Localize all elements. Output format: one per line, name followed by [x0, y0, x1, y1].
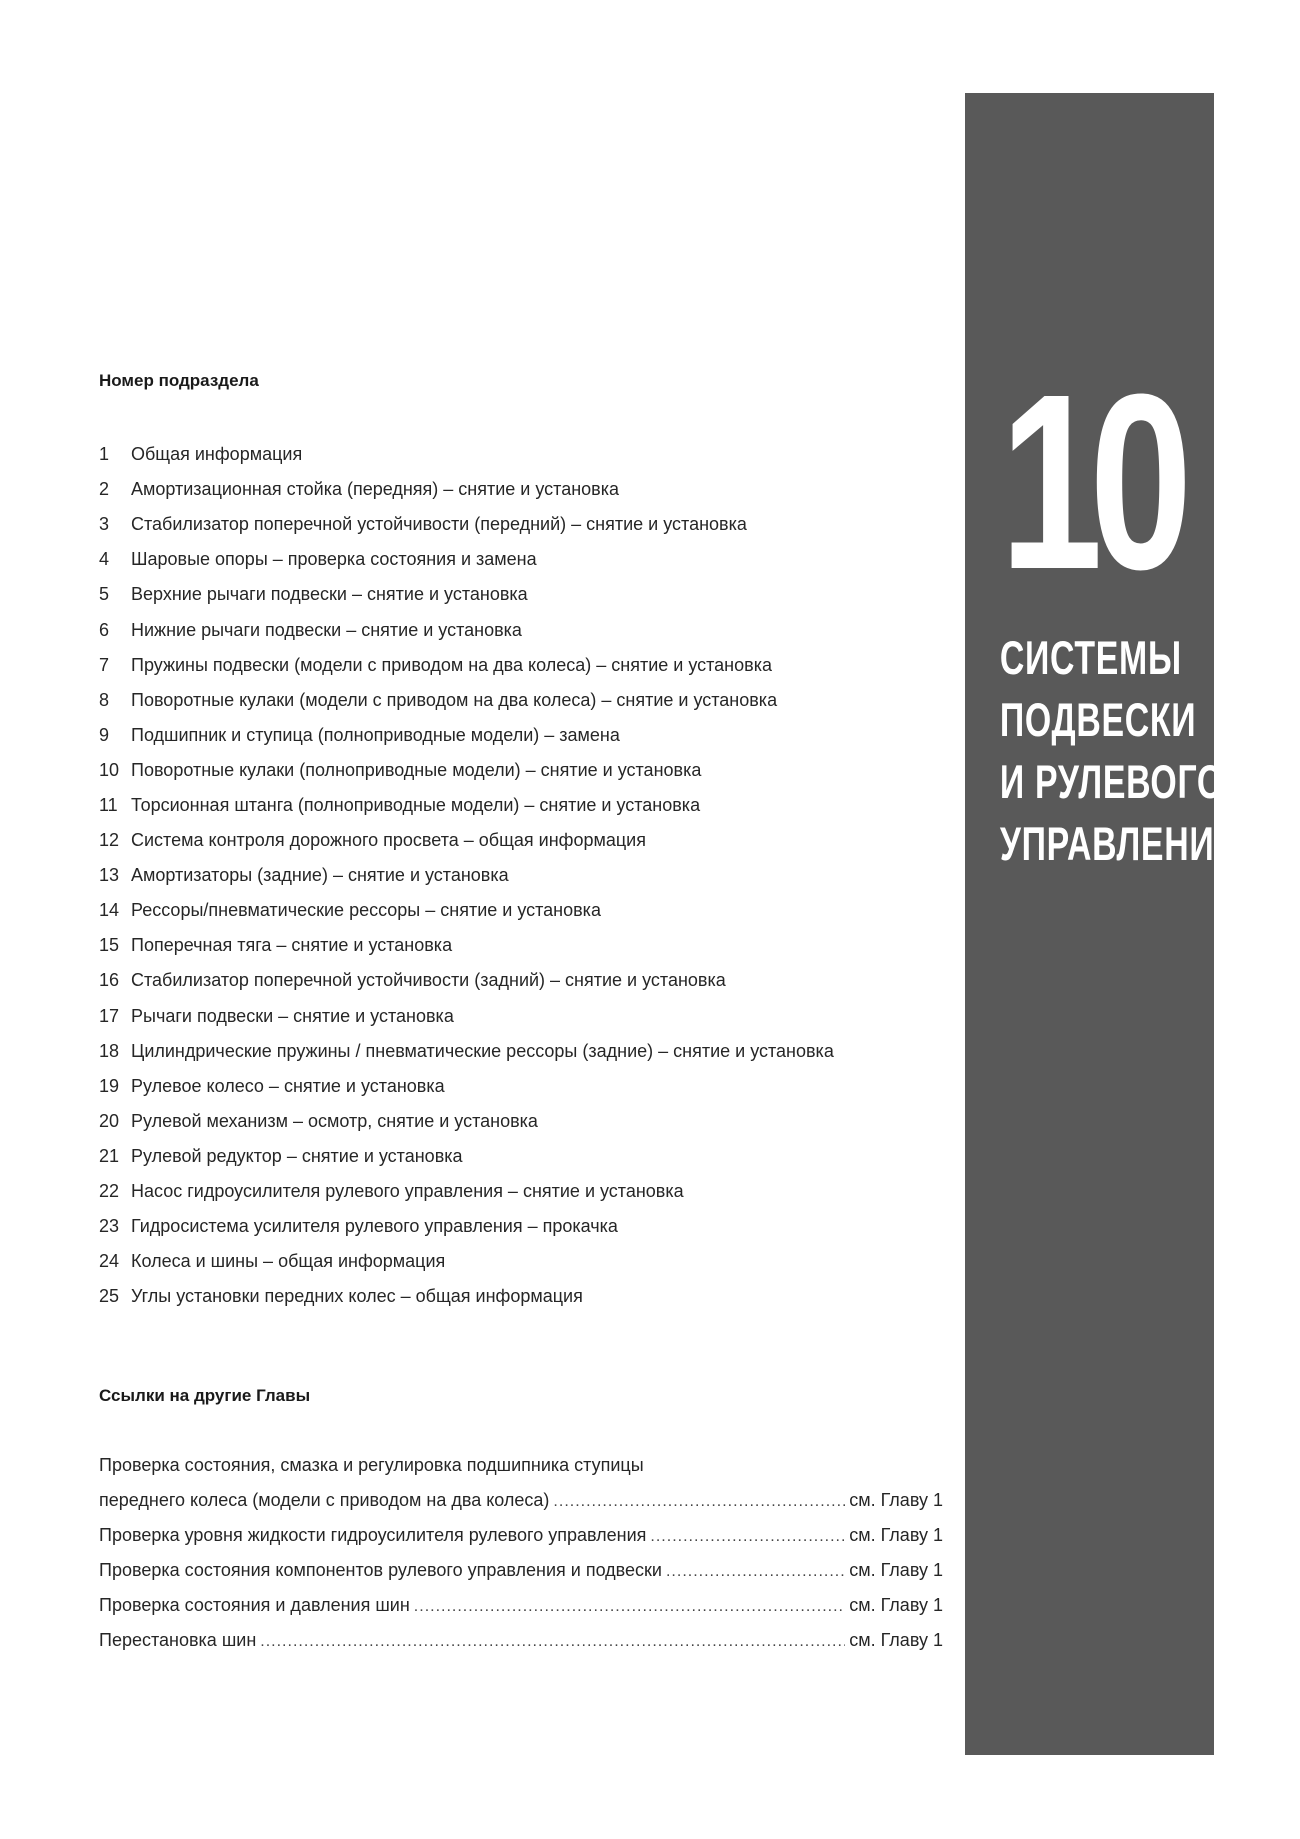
chapter-title-line: СИСТЕМЫ	[999, 631, 1182, 684]
subsection-item[interactable]	[99, 963, 939, 998]
subsection-title: Поворотные кулаки (модели с приводом на два колеса) – снятие и установка	[131, 689, 778, 710]
subsection-item[interactable]	[99, 1209, 939, 1244]
subsection-number: 13	[99, 865, 120, 886]
subsection-item[interactable]	[99, 1069, 939, 1104]
reference-text: Перестановка шин	[99, 1630, 257, 1650]
subsection-item[interactable]	[99, 683, 939, 718]
reference-row[interactable]	[99, 1483, 943, 1518]
subsection-item[interactable]	[99, 753, 939, 788]
subsection-title: Шаровые опоры – проверка состояния и замена	[131, 549, 537, 570]
subsection-title: Рессоры/пневматические рессоры – снятие и установка	[131, 900, 601, 921]
subsection-title: Пружины подвески (модели с приводом на два колеса) – снятие и установка	[131, 654, 772, 675]
subsection-title: Рулевое колесо – снятие и установка	[131, 1075, 445, 1096]
dot-leader	[650, 1527, 845, 1545]
reference-target: см. Главу 1	[849, 1630, 943, 1650]
reference-row[interactable]	[99, 1448, 943, 1483]
dot-leader	[666, 1562, 845, 1580]
subsection-item[interactable]	[99, 577, 939, 612]
subsection-number: 11	[99, 794, 118, 815]
subsection-title: Система контроля дорожного просвета – общая информация	[131, 830, 646, 851]
subsection-title: Поворотные кулаки (полноприводные модели) – снятие и установка	[131, 759, 702, 780]
subsection-number: 1	[99, 444, 110, 465]
subsection-number: 5	[99, 584, 110, 605]
reference-target: см. Главу 1	[849, 1490, 943, 1510]
references-list	[99, 1448, 943, 1658]
subsection-item[interactable]	[99, 999, 939, 1034]
reference-text: Проверка состояния компонентов рулевого управления и подвески	[99, 1560, 662, 1580]
reference-target: см. Главу 1	[849, 1595, 943, 1615]
reference-text: переднего колеса (модели с приводом на два колеса)	[99, 1490, 550, 1510]
subsection-number: 6	[99, 619, 110, 640]
subsection-item[interactable]	[99, 1244, 939, 1279]
chapter-title	[965, 627, 1240, 875]
reference-text: Проверка состояния, смазка и регулировка подшипника ступицы	[99, 1455, 644, 1475]
subsection-item[interactable]	[99, 472, 939, 507]
subsection-list	[99, 437, 939, 1314]
subsection-title: Подшипник и ступица (полноприводные модели) – замена	[131, 724, 620, 745]
subsection-number: 2	[99, 479, 110, 500]
subsection-title: Амортизационная стойка (передняя) – снятие и установка	[131, 479, 619, 500]
subsection-title: Гидросистема усилителя рулевого управления – прокачка	[131, 1216, 618, 1237]
subsection-number: 18	[99, 1040, 120, 1061]
subsection-title: Общая информация	[131, 444, 303, 465]
subsection-item[interactable]	[99, 542, 939, 577]
subsection-item[interactable]	[99, 1139, 939, 1174]
subsection-title: Рычаги подвески – снятие и установка	[131, 1005, 454, 1026]
subsection-number: 4	[99, 549, 110, 570]
subsection-number: 20	[99, 1110, 120, 1131]
chapter-title-line: УПРАВЛЕНИЯ	[999, 817, 1240, 870]
subsection-item[interactable]	[99, 612, 939, 647]
reference-row[interactable]	[99, 1553, 943, 1588]
subsection-item[interactable]	[99, 1279, 939, 1314]
subsection-number: 9	[99, 724, 110, 745]
reference-text: Проверка состояния и давления шин	[99, 1595, 410, 1615]
subsection-title: Амортизаторы (задние) – снятие и установка	[131, 865, 509, 886]
chapter-title-line: ПОДВЕСКИ	[999, 693, 1197, 746]
reference-row[interactable]	[99, 1623, 943, 1658]
subsection-title: Рулевой механизм – осмотр, снятие и установка	[131, 1110, 538, 1131]
subsection-title: Нижние рычаги подвески – снятие и установка	[131, 619, 522, 640]
subsection-number: 14	[99, 900, 120, 921]
subsection-item[interactable]	[99, 788, 939, 823]
subsection-item[interactable]	[99, 928, 939, 963]
subsection-title: Поперечная тяга – снятие и установка	[131, 935, 453, 956]
subsection-number: 23	[99, 1216, 120, 1237]
references-heading: Ссылки на другие Главы	[99, 1386, 311, 1405]
subsection-number: 16	[99, 970, 120, 991]
reference-target: см. Главу 1	[849, 1560, 943, 1580]
subsection-item[interactable]	[99, 1174, 939, 1209]
subsection-number: 3	[99, 514, 110, 535]
reference-row[interactable]	[99, 1588, 943, 1623]
subsection-title: Верхние рычаги подвески – снятие и установка	[131, 584, 528, 605]
subsection-item[interactable]	[99, 507, 939, 542]
subsection-item[interactable]	[99, 648, 939, 683]
subsection-title: Стабилизатор поперечной устойчивости (передний) – снятие и установка	[131, 514, 747, 535]
subsection-number: 22	[99, 1181, 120, 1202]
subsection-number: 19	[99, 1075, 120, 1096]
subsections-heading: Номер подраздела	[99, 371, 259, 390]
subsection-title: Колеса и шины – общая информация	[131, 1251, 446, 1272]
subsection-item[interactable]	[99, 437, 939, 472]
subsection-title: Цилиндрические пружины / пневматические рессоры (задние) – снятие и установка	[131, 1040, 834, 1061]
subsection-item[interactable]	[99, 1104, 939, 1139]
subsection-item[interactable]	[99, 1034, 939, 1069]
subsection-item[interactable]	[99, 718, 939, 753]
subsection-number: 17	[99, 1005, 120, 1026]
subsection-title: Торсионная штанга (полноприводные модели) – снятие и установка	[131, 794, 701, 815]
dot-leader	[414, 1597, 845, 1615]
chapter-band	[965, 93, 1240, 1755]
dot-leader	[260, 1632, 845, 1650]
dot-leader	[553, 1492, 845, 1510]
subsection-number: 15	[99, 935, 120, 956]
subsection-number: 21	[99, 1145, 120, 1166]
subsection-number: 25	[99, 1286, 120, 1307]
reference-text: Проверка уровня жидкости гидроусилителя рулевого управления	[99, 1525, 647, 1545]
subsection-number: 7	[99, 654, 110, 675]
subsection-item[interactable]	[99, 893, 939, 928]
subsection-number: 10	[99, 759, 120, 780]
subsection-title: Рулевой редуктор – снятие и установка	[131, 1145, 463, 1166]
subsection-item[interactable]	[99, 858, 939, 893]
subsection-number: 8	[99, 689, 110, 710]
subsection-title: Стабилизатор поперечной устойчивости (задний) – снятие и установка	[131, 970, 726, 991]
subsection-item[interactable]	[99, 823, 939, 858]
subsection-title: Насос гидроусилителя рулевого управления – снятие и установка	[131, 1181, 684, 1202]
subsection-number: 12	[99, 830, 120, 851]
subsection-title: Углы установки передних колес – общая информация	[131, 1286, 583, 1307]
chapter-number: 10	[999, 342, 1180, 621]
chapter-title-line: И РУЛЕВОГО	[999, 755, 1224, 808]
reference-row[interactable]	[99, 1518, 943, 1553]
subsection-number: 24	[99, 1251, 120, 1272]
reference-target: см. Главу 1	[849, 1525, 943, 1545]
